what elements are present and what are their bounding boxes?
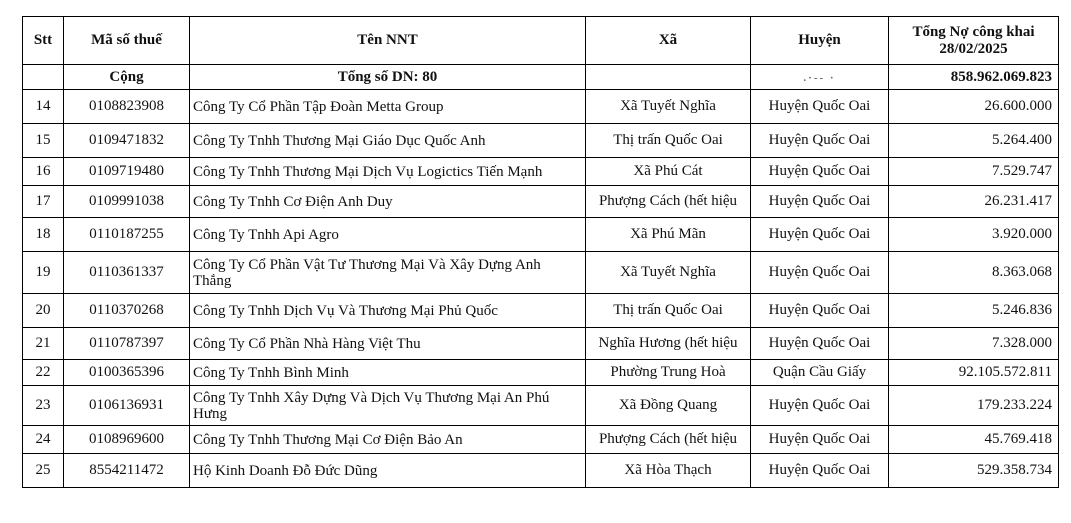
- tax-code-cell: 0110187255: [64, 218, 190, 252]
- tax-code-cell: 0110370268: [64, 294, 190, 328]
- tax-code-cell: 0109471832: [64, 124, 190, 158]
- header-stt: Stt: [23, 17, 64, 65]
- district-cell: Huyện Quốc Oai: [751, 252, 889, 294]
- stt-cell: 24: [23, 426, 64, 454]
- header-district: Huyện: [751, 17, 889, 65]
- commune-cell: Xã Phú Cát: [586, 158, 751, 186]
- table-row: [23, 186, 1059, 218]
- tax-code-cell: 0109719480: [64, 158, 190, 186]
- table-row: [23, 360, 1059, 386]
- header-row: [23, 17, 1059, 65]
- district-cell: Huyện Quốc Oai: [751, 454, 889, 488]
- amount-cell: 7.328.000: [889, 328, 1059, 360]
- total-count: Tổng số DN: 80: [190, 65, 586, 90]
- tax-code-cell: 0110361337: [64, 252, 190, 294]
- district-cell: Huyện Quốc Oai: [751, 294, 889, 328]
- commune-cell: Phường Trung Hoà: [586, 360, 751, 386]
- total-commune-cell: [586, 65, 751, 90]
- tax-code-cell: 0109991038: [64, 186, 190, 218]
- table-row: [23, 90, 1059, 124]
- amount-cell: 5.246.836: [889, 294, 1059, 328]
- amount-cell: 5.264.400: [889, 124, 1059, 158]
- amount-cell: 92.105.572.811: [889, 360, 1059, 386]
- table-row: [23, 454, 1059, 488]
- scan-smudge: .·‑‑ ·: [803, 71, 836, 84]
- tax-code-cell: 8554211472: [64, 454, 190, 488]
- header-tax-code: Mã số thuế: [64, 17, 190, 65]
- amount-cell: 7.529.747: [889, 158, 1059, 186]
- table-row: [23, 294, 1059, 328]
- name-cell: Công Ty Tnhh Thương Mại Giáo Dục Quốc Anh: [190, 124, 586, 158]
- commune-cell: Thị trấn Quốc Oai: [586, 124, 751, 158]
- header-debt: [889, 17, 1059, 65]
- district-cell: Quận Cầu Giấy: [751, 360, 889, 386]
- name-cell: Công Ty Cổ Phần Tập Đoàn Metta Group: [190, 90, 586, 124]
- commune-cell: Xã Hòa Thạch: [586, 454, 751, 488]
- total-label: Cộng: [64, 65, 190, 90]
- tax-code-cell: 0108969600: [64, 426, 190, 454]
- commune-cell: Phượng Cách (hết hiệu: [586, 426, 751, 454]
- commune-cell: Phượng Cách (hết hiệu: [586, 186, 751, 218]
- stt-cell: 21: [23, 328, 64, 360]
- stt-cell: 17: [23, 186, 64, 218]
- amount-cell: 179.233.224: [889, 386, 1059, 426]
- amount-cell: 26.600.000: [889, 90, 1059, 124]
- name-cell: Công Ty Tnhh Dịch Vụ Và Thương Mại Phủ Quốc: [190, 294, 586, 328]
- stt-cell: 20: [23, 294, 64, 328]
- stt-cell: 18: [23, 218, 64, 252]
- total-stt-cell: [23, 65, 64, 90]
- table-row: [23, 252, 1059, 294]
- table-row: [23, 386, 1059, 426]
- stt-cell: 23: [23, 386, 64, 426]
- stt-cell: 25: [23, 454, 64, 488]
- table-row: [23, 124, 1059, 158]
- district-cell: Huyện Quốc Oai: [751, 328, 889, 360]
- amount-cell: 45.769.418: [889, 426, 1059, 454]
- name-cell: Công Ty Tnhh Thương Mại Dịch Vụ Logictics Tiến Mạnh: [190, 158, 586, 186]
- tax-code-cell: 0106136931: [64, 386, 190, 426]
- tax-code-cell: 0108823908: [64, 90, 190, 124]
- stt-cell: 19: [23, 252, 64, 294]
- table-row: [23, 426, 1059, 454]
- commune-cell: Nghĩa Hương (hết hiệu: [586, 328, 751, 360]
- name-cell: Công Ty Tnhh Api Agro: [190, 218, 586, 252]
- amount-cell: 3.920.000: [889, 218, 1059, 252]
- header-name: Tên NNT: [190, 17, 586, 65]
- table-row: [23, 218, 1059, 252]
- name-cell: Công Ty Cổ Phần Vật Tư Thương Mại Và Xây Dựng Anh Thắng: [190, 252, 586, 294]
- tax-code-cell: 0100365396: [64, 360, 190, 386]
- district-cell: Huyện Quốc Oai: [751, 158, 889, 186]
- amount-cell: 529.358.734: [889, 454, 1059, 488]
- district-cell: Huyện Quốc Oai: [751, 90, 889, 124]
- tax-code-cell: 0110787397: [64, 328, 190, 360]
- total-district-cell: [751, 65, 889, 90]
- district-cell: Huyện Quốc Oai: [751, 124, 889, 158]
- commune-cell: Xã Tuyết Nghĩa: [586, 90, 751, 124]
- table-row: [23, 158, 1059, 186]
- name-cell: Công Ty Tnhh Thương Mại Cơ Điện Bảo An: [190, 426, 586, 454]
- amount-cell: 8.363.068: [889, 252, 1059, 294]
- district-cell: Huyện Quốc Oai: [751, 186, 889, 218]
- stt-cell: 14: [23, 90, 64, 124]
- commune-cell: Xã Đồng Quang: [586, 386, 751, 426]
- name-cell: Công Ty Tnhh Cơ Điện Anh Duy: [190, 186, 586, 218]
- header-debt-date: 28/02/2025: [939, 40, 1008, 57]
- amount-cell: 26.231.417: [889, 186, 1059, 218]
- name-cell: Hộ Kinh Doanh Đỗ Đức Dũng: [190, 454, 586, 488]
- stt-cell: 16: [23, 158, 64, 186]
- district-cell: Huyện Quốc Oai: [751, 218, 889, 252]
- stt-cell: 22: [23, 360, 64, 386]
- stt-cell: 15: [23, 124, 64, 158]
- commune-cell: Thị trấn Quốc Oai: [586, 294, 751, 328]
- header-commune: Xã: [586, 17, 751, 65]
- table-row: [23, 328, 1059, 360]
- header-debt-title: Tổng Nợ công khai: [912, 23, 1035, 40]
- name-cell: Công Ty Tnhh Xây Dựng Và Dịch Vụ Thương Mại An Phú Hưng: [190, 386, 586, 426]
- district-cell: Huyện Quốc Oai: [751, 426, 889, 454]
- commune-cell: Xã Phú Mãn: [586, 218, 751, 252]
- tax-debt-table: [22, 16, 1059, 488]
- name-cell: Công Ty Cổ Phần Nhà Hàng Việt Thu: [190, 328, 586, 360]
- name-cell: Công Ty Tnhh Bình Minh: [190, 360, 586, 386]
- commune-cell: Xã Tuyết Nghĩa: [586, 252, 751, 294]
- district-cell: Huyện Quốc Oai: [751, 386, 889, 426]
- total-amount: 858.962.069.823: [889, 65, 1059, 90]
- total-row: [23, 65, 1059, 90]
